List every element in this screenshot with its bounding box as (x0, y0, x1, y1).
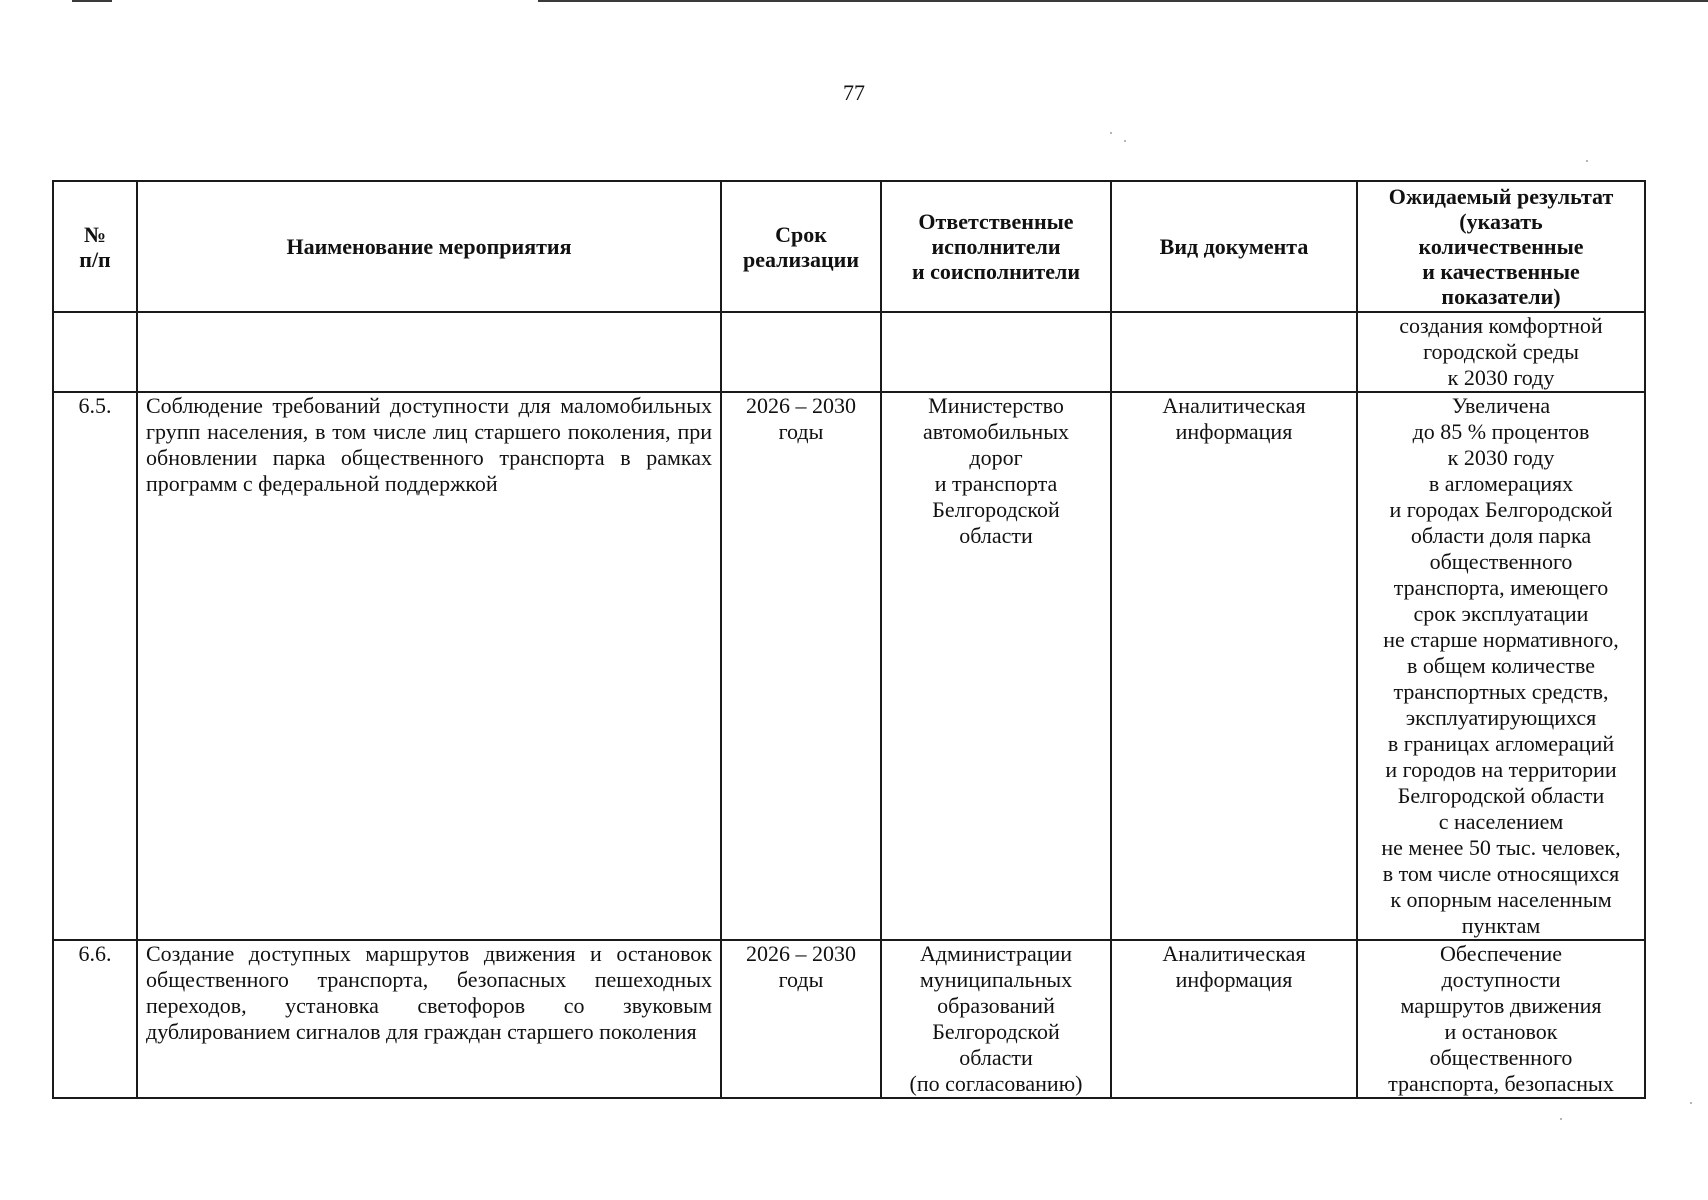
scan-edge-line-left (72, 0, 112, 2)
cell-number: 6.6. (53, 940, 137, 1098)
table-row-6-5 (53, 392, 1645, 940)
scan-speck (1124, 140, 1126, 142)
cell-document-type: Аналитическая информация (1111, 392, 1357, 940)
scan-speck (1560, 1118, 1562, 1120)
table-header-row (53, 181, 1645, 312)
cell-activity-name: Соблюдение требований доступности для маломобильных групп населения, в том числе лиц старшего поколения, при обновлении парка общественного транспорта в рамках программ с федеральной поддержкой (137, 392, 721, 940)
cell-activity-name: Создание доступных маршрутов движения и остановок общественного транспорта, безопасных пешеходных переходов, установка светофоров со звуковым дублированием сигналов для граждан старшего поколения (137, 940, 721, 1098)
cell-expected-result: создания комфортной городской среды к 2030 году (1357, 312, 1645, 392)
header-term: Срок реализации (721, 181, 881, 312)
cell-document-type (1111, 312, 1357, 392)
header-responsible: Ответственные исполнители и соисполнители (881, 181, 1111, 312)
cell-responsible: Администрации муниципальных образований Белгородской области (по согласованию) (881, 940, 1111, 1098)
cell-expected-result: Увеличена до 85 % процентов к 2030 году в агломерациях и городах Белгородской области доля парка общественного транспорта, имеющего срок эксплуатации не старше нормативного, в общем количестве транспортных средств, эксплуатирующихся в границах агломераций и городов на территории Белгородской области с населением не менее 50 тыс. человек, в том числе относящихся к опорным населенным пунктам (1357, 392, 1645, 940)
cell-expected-result: Обеспечение доступности маршрутов движения и остановок общественного транспорта, безопасных (1357, 940, 1645, 1098)
header-expected-result: Ожидаемый результат (указать количественные и качественные показатели) (1357, 181, 1645, 312)
cell-term: 2026 – 2030 годы (721, 392, 881, 940)
header-number: № п/п (53, 181, 137, 312)
cell-document-type: Аналитическая информация (1111, 940, 1357, 1098)
cell-term (721, 312, 881, 392)
cell-activity-name (137, 312, 721, 392)
scan-edge-line-right (538, 0, 1708, 2)
activities-table (52, 180, 1646, 1099)
header-activity-name: Наименование мероприятия (137, 181, 721, 312)
page-number: 77 (843, 80, 865, 105)
cell-number: 6.5. (53, 392, 137, 940)
cell-responsible (881, 312, 1111, 392)
cell-number (53, 312, 137, 392)
header-document-type: Вид документа (1111, 181, 1357, 312)
scan-speck (1110, 132, 1112, 134)
table-row-6-6 (53, 940, 1645, 1098)
scan-speck (1586, 160, 1588, 162)
scan-speck (1690, 1102, 1692, 1104)
cell-term: 2026 – 2030 годы (721, 940, 881, 1098)
table-row-continuation (53, 312, 1645, 392)
cell-responsible: Министерство автомобильных дорог и транспорта Белгородской области (881, 392, 1111, 940)
